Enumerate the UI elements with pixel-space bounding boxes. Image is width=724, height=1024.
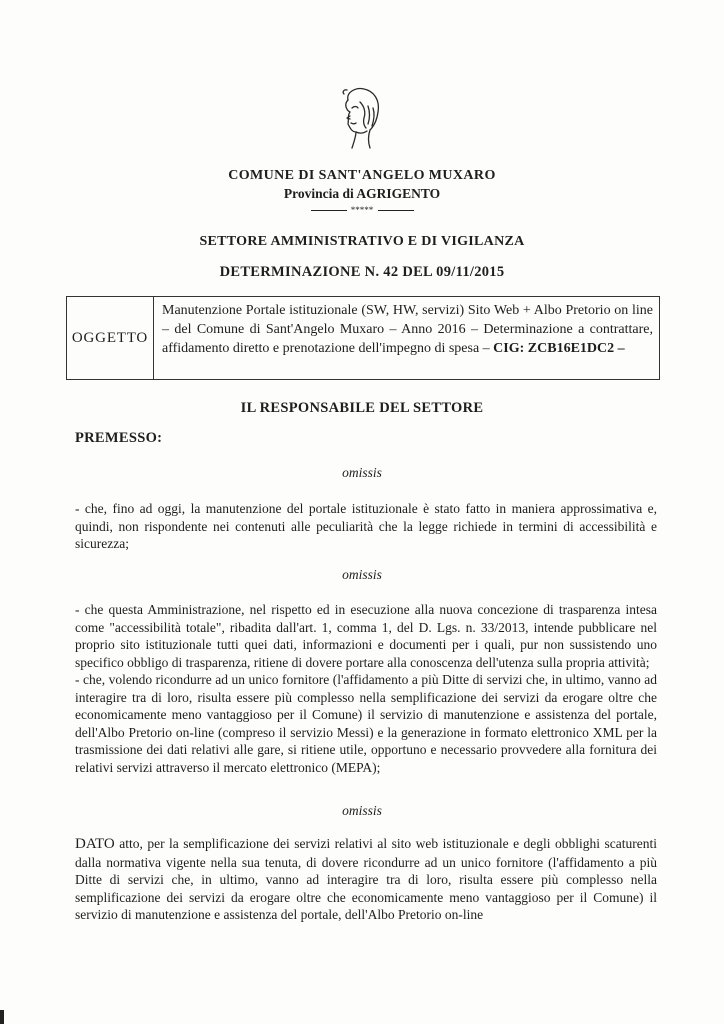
paragraph bbox=[75, 835, 657, 924]
province-name: Provincia di AGRIGENTO bbox=[283, 186, 441, 201]
header-separator bbox=[0, 203, 724, 217]
scan-edge-mark bbox=[0, 1010, 4, 1024]
subject-text bbox=[154, 297, 659, 379]
paragraph-lead-word: DATO bbox=[75, 836, 115, 852]
coat-of-arms-head-icon bbox=[334, 86, 384, 154]
paragraph-text: - che, volendo ricondurre ad un unico fornitore (l'affidamento a più Ditte di servizi che, in ultimo, vanno ad interagire tra di loro, risulta essere più complesso nella semplificazione dei servizi da erogare oltre che economicamente meno vantaggioso per il Comune) il servizio di manutenzione e assistenza del portale, dell'Albo Pretorio on-line (compreso il servizio Messi) e la generazione in formato elettronico XML per la trasmissione dei dati relativi alle gare, si ritiene utile, opportuno e necessario provvedere alla fornitura dei relativi servizi attraverso il mercato elettronico (MEPA); bbox=[75, 672, 657, 775]
paragraph-text bbox=[75, 835, 657, 924]
premesso-heading: PREMESSO: bbox=[75, 430, 163, 446]
subject-description: Manutenzione Portale istituzionale (SW, HW, servizi) Sito Web + Albo Pretorio on line – del Comune di Sant'Angelo Muxaro – Anno 2016 – Determinazione a contrattare, affidamento diretto e prenotazione dell'impegno di spesa – bbox=[162, 303, 653, 356]
determination-title: DETERMINAZIONE N. 42 DEL 09/11/2015 bbox=[219, 264, 505, 280]
paragraph bbox=[75, 601, 657, 776]
paragraph-body: atto, per la semplificazione dei servizi relativi al sito web istituzionale e degli obblighi scaturenti dalla normativa vigente nella sua tenuta, di dovere ricondurre ad un unico fornitore (l'affidamento a più Ditte di servizi che, in ultimo, vanno ad interagire tra di loro, risulta essere più complesso nella semplificazione dei servizi da erogare oltre che economicamente meno vantaggioso per il Comune) il servizio di manutenzione e assistenza del portale, dell'Albo Pretorio on-line bbox=[75, 836, 657, 922]
subject-cig: CIG: ZCB16E1DC2 – bbox=[493, 341, 625, 356]
responsible-title: IL RESPONSABILE DEL SETTORE bbox=[240, 400, 484, 416]
paragraph bbox=[75, 500, 657, 553]
subject-box bbox=[66, 296, 660, 380]
omissis-marker: omissis bbox=[342, 803, 382, 818]
organization-name: COMUNE DI SANT'ANGELO MUXARO bbox=[228, 168, 496, 183]
omissis-marker: omissis bbox=[342, 567, 382, 582]
omissis-marker: omissis bbox=[342, 465, 382, 480]
separator-line-left bbox=[311, 210, 347, 211]
subject-label: OGGETTO bbox=[67, 297, 154, 379]
paragraph-text: - che questa Amministrazione, nel rispetto ed in esecuzione alla nuova concezione di trasparenza intesa come "accessibilità totale", ribadita dall'art. 1, comma 1, del D. Lgs. n. 33/2013, intende pubblicare nel proprio sito istituzionale tutti quei dati, informazioni e documenti per i quali, pur non sussistendo uno specifico obbligo di trasparenza, ritiene di dovere portare alla conoscenza dell'utenza sulla propria attività; bbox=[75, 602, 657, 670]
separator-line-right bbox=[378, 210, 414, 211]
separator-stars: ***** bbox=[350, 205, 374, 215]
sector-title: SETTORE AMMINISTRATIVO E DI VIGILANZA bbox=[199, 234, 525, 249]
paragraph-text: - che, fino ad oggi, la manutenzione del portale istituzionale è stato fatto in maniera approssimativa e, quindi, non rispondente nei contenuti alle peculiarità che la legge richiede in termini di accessibilità e sicurezza; bbox=[75, 501, 657, 551]
